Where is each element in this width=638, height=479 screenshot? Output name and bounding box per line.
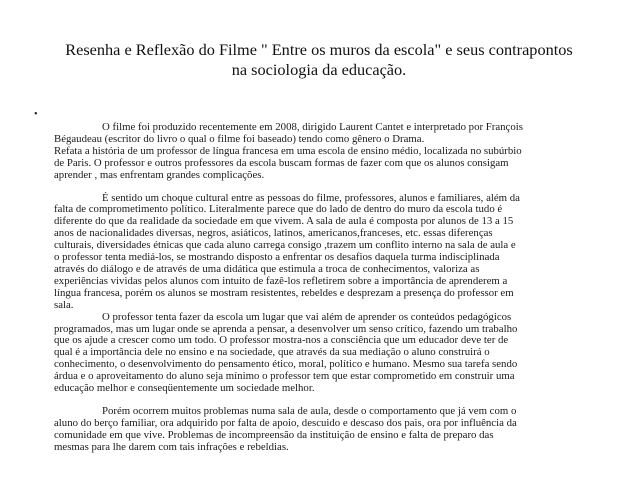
paragraph-3-rest: programados, mas um lugar onde se aprenda a pensar, a desenvolver um senso crítico, fazendo um trabalho que os ajude a crescer como um todo. O professor mostra-nos a consciência que um educador deve ter de qual é a importância dele no ensino e na sociedade, que através da sua mediação o aluno construirá o conhecimento, o desenvolvimento do pensamento ético, moral, político e humano. Mesmo sua tarefa sendo árdua e o aproveitamento do aluno seja mínimo o professor tem que estar comprometido em construir uma educação melhor e conseqüentemente um sociedade melhor. [54, 322, 518, 395]
paragraph-2-rest: falta de comprometimento político. Literalmente parece que do lado de dentro do muro da escola tudo é diferente do que da realidade da sociedade em que vivem. A sala de aula é composta por alunos de 13 a 15 anos de nacionalidades diversas, negros, asiáticos, latinos, americanos,franceses, etc. essas diferenças culturais, diversidades étnicas que cada aluno carrega consigo ,trazem um conflito interno na sala de aula e o professor tenta mediá-los, se mostrando disposto a enfrentar os desafios daquela turma indisciplinada através do diálogo e de através de uma didática que estimula a troca de conhecimentos, valoriza as experiências vividas pelos alunos com intuito de fazê-los refletirem sobre a importância de aprenderem a língua francesa, porém os alunos se mostram resistentes, rebeldes e desprezam a presença do professor em sala. [54, 203, 516, 311]
paragraph-4 [54, 406, 614, 454]
paragraph-2-first-line: É sentido um choque cultural entre as pessoas do filme, professores, alunos e familiares, além da [102, 191, 520, 204]
paragraph-4-rest: aluno do berço familiar, ora adquirido por falta de apoio, descuido e descaso dos pais, ora por influência da comunidade em que vive. Problemas de incompreensão da instituição de ensino e falta de preparo das mesmas para lhe darem com tais infrações e rebeldias. [54, 416, 517, 453]
title-line-2: na sociologia da educação. [231, 60, 407, 79]
paragraph-1-rest: Bégaudeau (escritor do livro o qual o filme foi baseado) tendo como gênero o Drama. Refata a história de um professor de língua francesa em uma escola de ensino médio, localizada no subúrbio de Paris. O professor e outros professores da escola buscam formas de fazer com que os alunos consigam aprender , mas enfrentam grandes complicações. [54, 132, 522, 181]
paragraph-4-first-line: Porém ocorrem muitos problemas numa sala de aula, desde o comportamento que já vem com o [102, 404, 517, 417]
document-title [20, 40, 618, 80]
paragraph-3-first-line: O professor tenta fazer da escola um lugar que vai além de aprender os conteúdos pedagógicos [102, 310, 512, 323]
paragraph-2 [54, 193, 614, 312]
paragraph-1-first-line: O filme foi produzido recentemente em 2008, dirigido Laurent Cantet e interpretado por François [102, 121, 523, 133]
paragraph-3 [54, 312, 614, 395]
title-line-1: Resenha e Reflexão do Filme " Entre os muros da escola" e seus contrapontos [65, 40, 573, 59]
bullet-marker: • [34, 109, 38, 120]
paragraph-1 [54, 122, 614, 182]
document-body [54, 122, 614, 454]
